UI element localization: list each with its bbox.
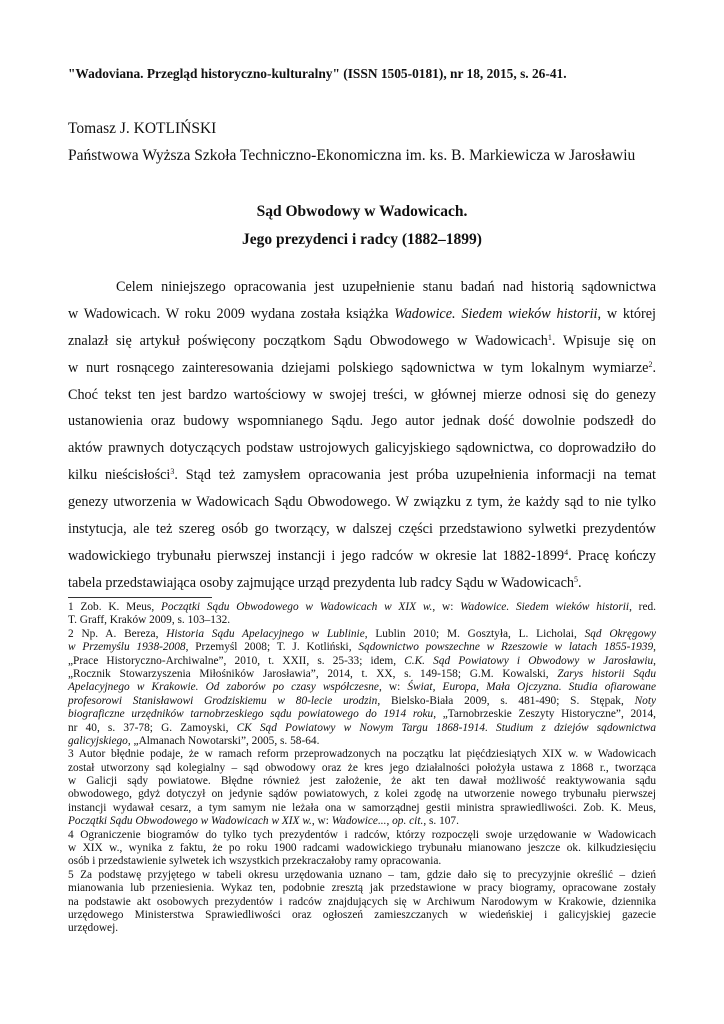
- body-line: w Wadowicach. W roku 2009 wydana została książka Wadowice. Siedem wieków historii, w której: [68, 305, 656, 322]
- footnote-ref: 3: [170, 467, 175, 477]
- footnote-5: mianowania lub przeniesienia. Wykaz ten, podobnie zresztą jak przedstawione w pracy biogramy, opracowane zostały: [68, 882, 656, 895]
- article-title-line-2: Jego prezydenci i radcy (1882–1899): [242, 231, 482, 248]
- footnote-4: w XIX w., wynika z faktu, że po roku 1900 radcami wadowickiego trybunału mianowano jeszcze ok. kilkudziesięciu: [68, 842, 656, 855]
- article-title-line-1: Sąd Obwodowy w Wadowicach.: [256, 203, 468, 220]
- footnote-3: został utworzony sąd kolegialny – sąd obwodowy oraz że kres jego działalności położyła ustawa z 1868 r., tworząca: [68, 761, 656, 774]
- footnote-5: 5 Za podstawę przyjętego w tabeli okresu urzędowania uznano – tam, gdzie dało się to precyzyjnie określić – dzień: [68, 868, 656, 881]
- footnote-4: 4 Ograniczenie biogramów do tylko tych prezydentów i radców, którzy rozpoczęli swoje urzędowanie w Wadowicach: [68, 828, 656, 841]
- footnote-5: na podstawie akt osobowych prezydentów i radców znajdujących się w Archiwum Narodowym w Krakowie, dziennika: [68, 895, 656, 908]
- body-paragraph: [68, 274, 656, 597]
- footnote-2: „Rocznik Stowarzyszenia Miłośników Jarosławia”, 2014, t. XX, s. 149-158; G.M. Kowalski, Zarys historii Sądu: [68, 667, 657, 680]
- footnote-2: biograficzne urzędników tarnobrzeskiego sądu powiatowego do 1914 roku, „Tarnobrzeskie Zeszyty Historyczne”, 2014,: [68, 708, 656, 721]
- footnote-ref: 1: [547, 332, 552, 342]
- footnote-3: instancji wydawał cesarz, a tym samym nie leżała ona w samorządnej gestii ministra sprawiedliwości. Zob. K. Meus,: [68, 801, 656, 814]
- footnote-5: urzędowej.: [68, 922, 119, 935]
- footnote-5: urzędowego Ministerstwa Sprawiedliwości oraz ogłoszeń zamieszczanych w wiedeńskiej i galicyjskiej gazecie: [68, 908, 656, 921]
- footnote-2: 2 Np. A. Bereza, Historia Sądu Apelacyjnego w Lublinie, Lublin 2010; M. Gosztyła, L. Licholai, Sąd Okręgowy: [68, 627, 656, 640]
- footnote-2: Apelacyjnego w Krakowie. Od zaborów po czasy współczesne, w: Świat, Europa, Mała Ojczyzna. Studia ofiarowane: [68, 681, 657, 694]
- footnote-ref: 5: [573, 574, 578, 584]
- footnote-3: Początki Sądu Obwodowego w Wadowicach w XIX w., w: Wadowice..., op. cit., s. 107.: [68, 815, 459, 828]
- body-line: wadowickiego trybunału pierwszej instancji i jego radców w okresie lat 1882-1899$^4$. Pracę kończy: [68, 547, 656, 564]
- author-affiliation: Państwowa Wyższa Szkoła Techniczno-Ekonomiczna im. ks. B. Markiewicza w Jarosławiu: [68, 147, 636, 164]
- footnote-3: w Galicji sądy powiatowe. Błędne również jest założenie, że akt ten dawał możliwość reaktywowania sądu: [68, 775, 656, 788]
- footnotes: [68, 601, 656, 936]
- footnote-2: nr 40, s. 37-78; G. Zamoyski, CK Sąd Powiatowy w Nowym Targu 1868-1914. Studium z dziejów sądownictwa: [68, 721, 656, 734]
- footnote-3: obwodowego, gdyż dotyczył on jedynie sądów powiatowych, z kolei zgodę na utworzenie nowego trybunału pierwszej: [68, 788, 656, 801]
- body-line: instytucja, ale też szereg osób go tworzący, w dalszej części przedstawiono sylwetki prezydentów: [68, 521, 656, 538]
- footnote-2: galicyjskiego, „Almanach Nowotarski”, 2005, s. 58-64.: [68, 734, 320, 747]
- footnote-3: 3 Autor błędnie podaje, że w ramach reform przeprowadzonych na początku lat pięćdziesiątych XIX w. w Wadowicach: [68, 748, 656, 761]
- body-line: ustanowienia oraz budowy wspomnianego Sądu. Jego autor jednak dość dowolnie podszedł do: [68, 413, 656, 430]
- footnote-2: „Prace Historyczno-Archiwalne”, 2010, t. XXII, s. 25-33; idem, C.K. Sąd Powiatowy i Obwodowy w Jarosławiu,: [68, 654, 657, 667]
- footnote-separator: [68, 597, 212, 598]
- body-line: Celem niniejszego opracowania jest uzupełnienie stanu badań nad historią sądownictwa: [116, 279, 656, 295]
- footnote-1: T. Graff, Kraków 2009, s. 103–132.: [68, 614, 231, 627]
- footnote-1: 1 Zob. K. Meus, Początki Sądu Obwodowego w Wadowicach w XIX w., w: Wadowice. Siedem wieków historii, red.: [68, 601, 656, 613]
- body-line: w nurt rosnącego zainteresowania dziejami polskiego sądownictwa w tym lokalnym wymiarze$^2$.: [68, 359, 656, 376]
- author-name: Tomasz J. KOTLIŃSKI: [68, 120, 217, 137]
- footnote-ref: 4: [564, 547, 569, 557]
- body-line: tabela przedstawiająca osoby zajmujące urząd prezydenta lub radcy Sądu w Wadowicach$^5$.: [68, 574, 582, 591]
- footnote-2: w Przemyślu 1938-2008, Przemyśl 2008; T. J. Kotliński, Sądownictwo powszechne w Rzeszowie w latach 1855-1939,: [68, 641, 656, 654]
- body-line: znalazł się artykuł poświęcony początkom Sądu Obwodowego w Wadowicach$^1$. Wpisuje się on: [68, 332, 656, 349]
- body-line: kilku nieścisłości$^3$. Stąd też zamysłem opracowania jest próba uzupełnienia informacji na temat: [68, 467, 656, 484]
- body-line: genezy utworzenia w Wadowicach Sądu Obwodowego. W związku z tym, że każdy sąd to nie tylko: [68, 494, 656, 511]
- source-citation: "Wadoviana. Przegląd historyczno-kulturalny" (ISSN 1505-0181), nr 18, 2015, s. 26-41.: [68, 66, 567, 81]
- body-line: Choć tekst ten jest bardzo wartościowy w swojej treści, w głównej mierze odnosi się do genezy: [68, 386, 656, 403]
- footnote-ref: 2: [648, 359, 653, 369]
- body-line: aktów prawnych dotyczących podstaw ustrojowych galicyjskiego sądownictwa, co doprowadziło do: [68, 440, 656, 457]
- footnote-4: osób i przedstawienie sylwetek ich wszystkich przekraczałoby ramy opracowania.: [68, 855, 442, 868]
- footnote-2: profesorowi Stanisławowi Grodziskiemu w 80-lecie urodzin, Bielsko-Biała 2009, s. 481-490; S. Stępak, Noty: [68, 694, 657, 707]
